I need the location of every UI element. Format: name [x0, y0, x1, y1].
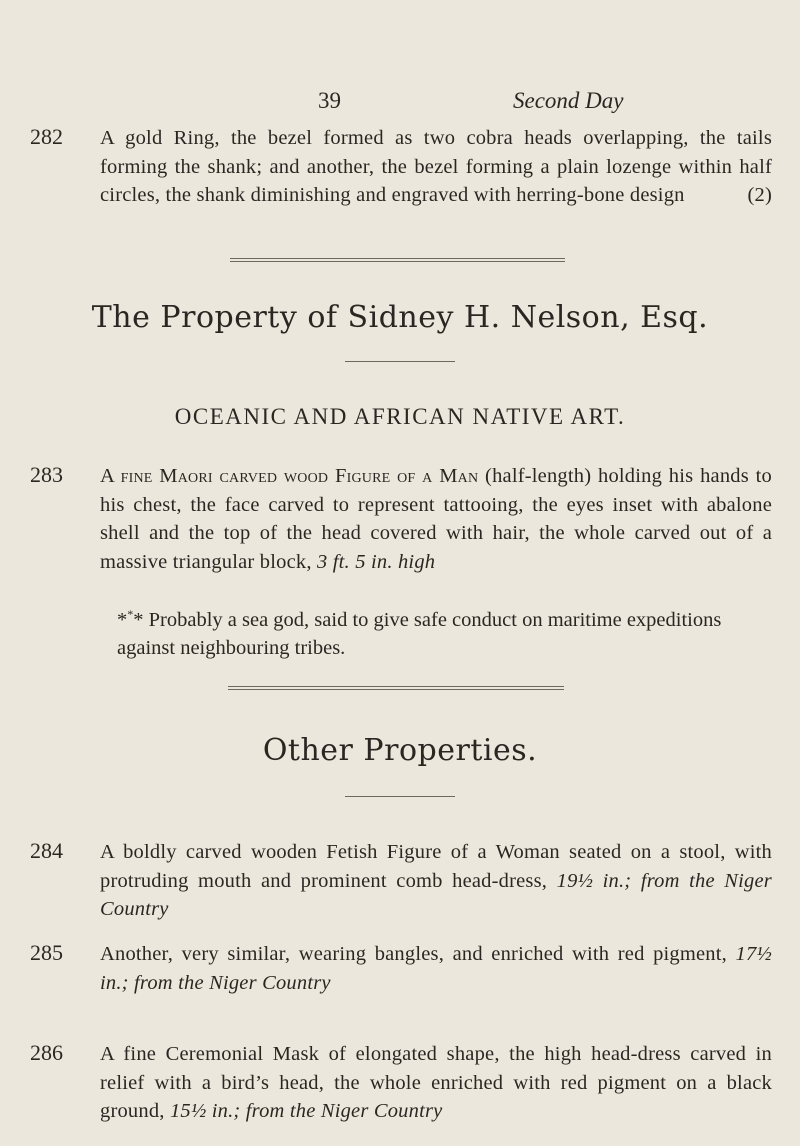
lot-note: [117, 600, 772, 663]
lot-number: 282: [30, 124, 63, 149]
heading-underline: [345, 361, 455, 362]
lot-text: A fine Ceremonial Mask of elongated shape, the high head-dress carved in relief with a bird’s head, the whole enriched with red pigment on a black ground,: [100, 1043, 772, 1122]
section-divider: [228, 686, 564, 690]
lot-description: [100, 124, 772, 210]
lot-text: Another, very similar, wearing bangles, and enriched with red pigment,: [100, 943, 736, 965]
note-asterism: ***: [117, 607, 144, 631]
lot-text: (half-length) holding his hands to his chest, the face carved to represent tattooing, the eyes inset with abalone shell and the top of the head covered with hair, the whole carved out of a massive triangular block,: [100, 465, 773, 573]
lot-size: 19½ in.; from the Niger Country: [100, 869, 772, 920]
lot-description: [100, 838, 772, 924]
lot-number: 285: [30, 940, 63, 965]
lot-text: A boldly carved wooden Fetish Figure of a Woman seated on a stool, with protruding mouth and prominent comb head-dress,: [100, 841, 772, 892]
lot-description: [100, 1040, 772, 1126]
lot-description: [100, 462, 772, 576]
section-divider: [230, 258, 565, 262]
lot-size: 15½ in.; from the Niger Country: [169, 1100, 443, 1122]
page-number: 39: [318, 88, 341, 113]
lot-description: [100, 940, 772, 997]
lot-size: 3 ft. 5 in. high: [316, 550, 436, 573]
section-subheading: OCEANIC AND AFRICAN NATIVE ART.: [174, 404, 626, 429]
lot-lead: A fine Maori carved wood Figure of a Man: [100, 465, 479, 487]
note-text: Probably a sea god, said to give safe conduct on maritime expeditions against neighbouring tribes.: [117, 608, 722, 660]
lot-size: 17½ in.; from the Niger Country: [100, 943, 772, 994]
running-header: Second Day: [513, 88, 624, 113]
lot-number: 283: [30, 462, 63, 487]
section-heading-property: The Property of Sidney H. Nelson, Esq.: [91, 300, 709, 335]
lot-text: A gold Ring, the bezel formed as two cobra heads overlapping, the tails forming the shank; and another, the bezel forming a plain lozenge within half circles, the shank diminishing and engraved with herring-bone design: [100, 127, 772, 206]
section-heading-other: Other Properties.: [262, 733, 538, 768]
lot-number: 284: [30, 838, 63, 863]
heading-underline: [345, 796, 455, 797]
lot-number: 286: [30, 1040, 63, 1065]
lot-count: (2): [747, 184, 772, 206]
